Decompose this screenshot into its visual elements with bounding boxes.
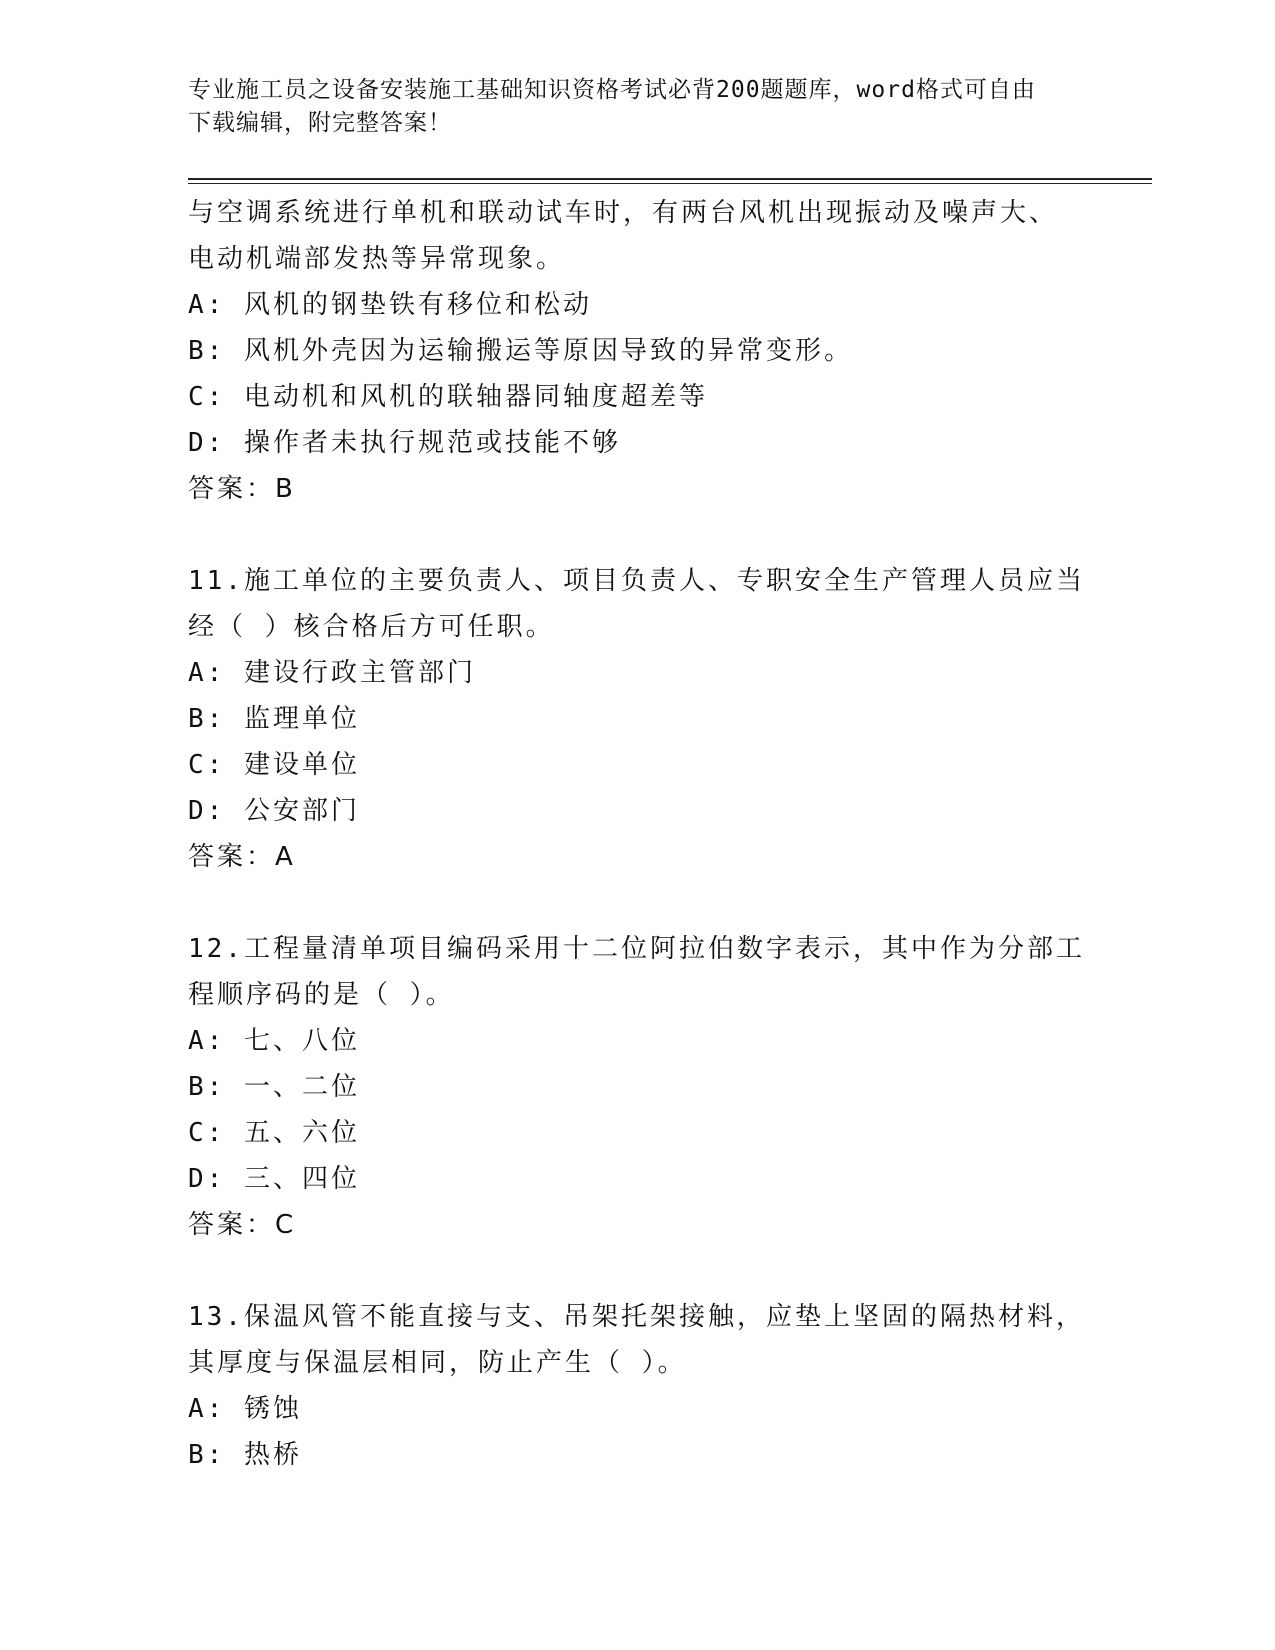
option-d: D: 公安部门 xyxy=(188,796,360,826)
option-a: A: 锈蚀 xyxy=(188,1394,302,1424)
question-stem: 经（ ）核合格后方可任职。 xyxy=(188,612,555,642)
question-stem: 13.保温风管不能直接与支、吊架托架接触，应垫上坚固的隔热材料， xyxy=(188,1302,1085,1332)
answer: 答案：B xyxy=(188,474,296,504)
option-b: B: 风机外壳因为运输搬运等原因导致的异常变形。 xyxy=(188,336,853,366)
option-c: C: 电动机和风机的联轴器同轴度超差等 xyxy=(188,382,708,412)
option-d: D: 三、四位 xyxy=(188,1164,360,1194)
option-d: D: 操作者未执行规范或技能不够 xyxy=(188,428,621,458)
header-line-1: 专业施工员之设备安装施工基础知识资格考试必背200题题库，word格式可自由 xyxy=(188,77,1036,103)
option-b: B: 热桥 xyxy=(188,1440,302,1470)
option-a: A: 建设行政主管部门 xyxy=(188,658,476,688)
option-c: C: 建设单位 xyxy=(188,750,360,780)
option-a: A: 七、八位 xyxy=(188,1026,360,1056)
question-stem: 与空调系统进行单机和联动试车时，有两台风机出现振动及噪声大、 xyxy=(188,198,1059,228)
option-b: B: 一、二位 xyxy=(188,1072,360,1102)
answer: 答案：A xyxy=(188,842,296,872)
question-11 xyxy=(188,558,1088,880)
header-divider-thick xyxy=(188,178,1152,180)
document-header xyxy=(188,74,1088,140)
question-stem: 程顺序码的是（ ）。 xyxy=(188,980,455,1010)
answer: 答案：C xyxy=(188,1210,297,1240)
option-b: B: 监理单位 xyxy=(188,704,360,734)
question-stem: 电动机端部发热等异常现象。 xyxy=(188,244,566,274)
header-divider-thin xyxy=(188,183,1152,184)
question-stem: 12.工程量清单项目编码采用十二位阿拉伯数字表示，其中作为分部工 xyxy=(188,934,1085,964)
question-13 xyxy=(188,1294,1088,1478)
question-12 xyxy=(188,926,1088,1248)
question-stem: 其厚度与保温层相同，防止产生（ ）。 xyxy=(188,1348,687,1378)
option-c: C: 五、六位 xyxy=(188,1118,360,1148)
question-stem: 11.施工单位的主要负责人、项目负责人、专职安全生产管理人员应当 xyxy=(188,566,1085,596)
question-list xyxy=(188,190,1088,1478)
header-line-2: 下载编辑，附完整答案！ xyxy=(188,110,452,136)
option-a: A: 风机的钢垫铁有移位和松动 xyxy=(188,290,592,320)
question-10 xyxy=(188,190,1088,512)
